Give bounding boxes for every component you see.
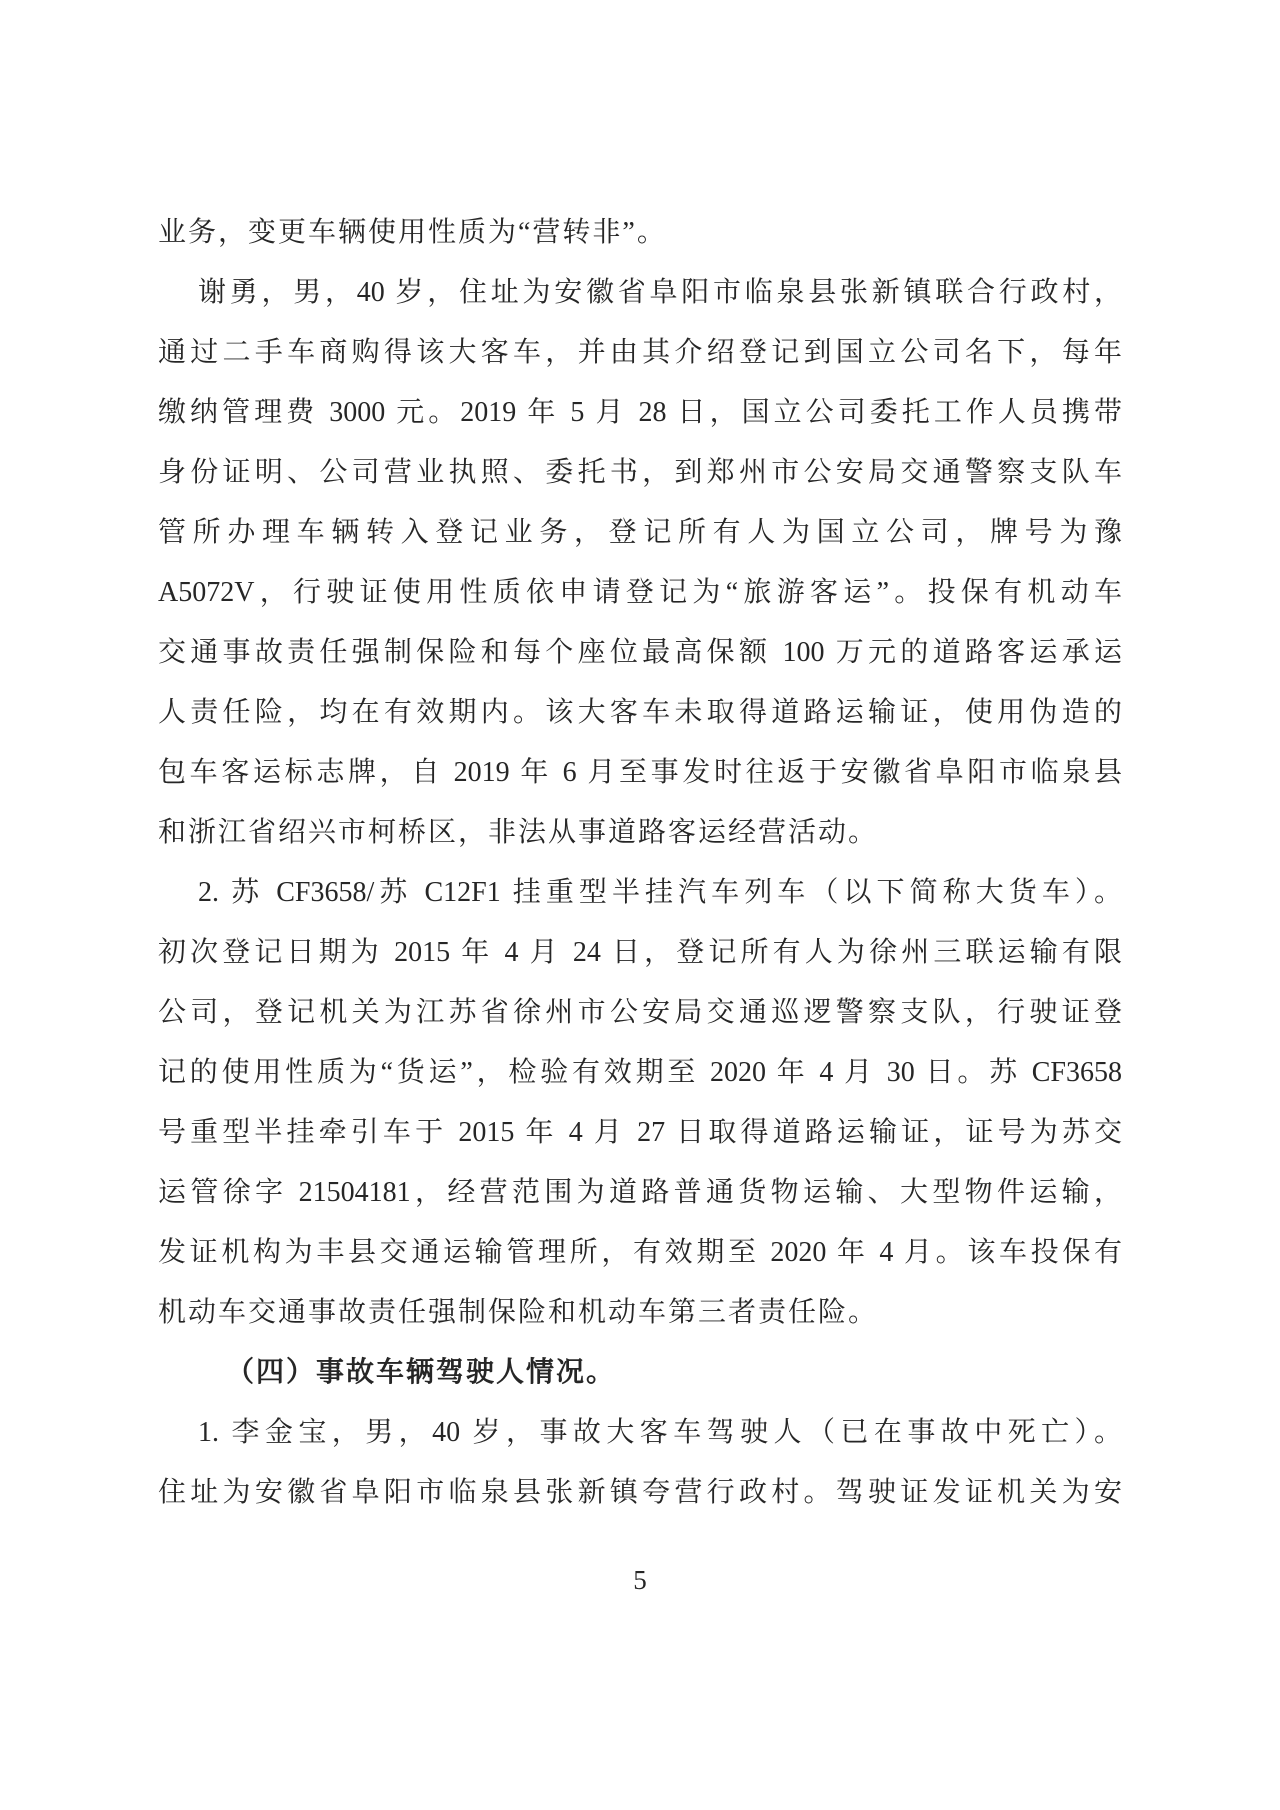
text-line: 谢勇，男，40 岁，住址为安徽省阜阳市临泉县张新镇联合行政村， xyxy=(198,277,1122,308)
page-number: 5 xyxy=(633,1565,647,1595)
text-line: 1. 李金宝，男，40 岁，事故大客车驾驶人（已在事故中死亡）。 xyxy=(198,1417,1122,1448)
text-line: 管所办理车辆转入登记业务，登记所有人为国立公司，牌号为豫 xyxy=(158,517,1122,548)
text-line: 记的使用性质为“货运”，检验有效期至 2020 年 4 月 30 日。苏 CF3658 xyxy=(158,1057,1122,1088)
text-line: 人责任险，均在有效期内。该大客车未取得道路运输证，使用伪造的 xyxy=(158,697,1122,728)
text-line: 通过二手车商购得该大客车，并由其介绍登记到国立公司名下，每年 xyxy=(158,337,1122,368)
text-line: 住址为安徽省阜阳市临泉县张新镇夸营行政村。驾驶证发证机关为安 xyxy=(158,1477,1122,1508)
section-heading: （四）事故车辆驾驶人情况。 xyxy=(226,1357,617,1388)
text-line: 发证机构为丰县交通运输管理所，有效期至 2020 年 4 月。该车投保有 xyxy=(158,1237,1122,1268)
text-line: 2. 苏 CF3658/苏 C12F1 挂重型半挂汽车列车（以下简称大货车）。 xyxy=(198,877,1122,908)
text-line: 机动车交通事故责任强制保险和机动车第三者责任险。 xyxy=(158,1297,879,1328)
text-line: 业务，变更车辆使用性质为“营转非”。 xyxy=(158,217,667,248)
document-body xyxy=(158,203,1122,1523)
text-line: 身份证明、公司营业执照、委托书，到郑州市公安局交通警察支队车 xyxy=(158,457,1122,488)
text-line: A5072V，行驶证使用性质依申请登记为“旅游客运”。投保有机动车 xyxy=(158,577,1122,608)
text-line: 包车客运标志牌，自 2019 年 6 月至事发时往返于安徽省阜阳市临泉县 xyxy=(158,757,1122,788)
text-line: 缴纳管理费 3000 元。2019 年 5 月 28 日，国立公司委托工作人员携带 xyxy=(158,397,1122,428)
text-line: 和浙江省绍兴市柯桥区，非法从事道路客运经营活动。 xyxy=(158,817,879,848)
text-line: 运管徐字 21504181，经营范围为道路普通货物运输、大型物件运输， xyxy=(158,1177,1122,1208)
text-line: 初次登记日期为 2015 年 4 月 24 日，登记所有人为徐州三联运输有限 xyxy=(158,937,1122,968)
text-line: 公司，登记机关为江苏省徐州市公安局交通巡逻警察支队，行驶证登 xyxy=(158,997,1122,1028)
text-line: 号重型半挂牵引车于 2015 年 4 月 27 日取得道路运输证，证号为苏交 xyxy=(158,1117,1122,1148)
text-line: 交通事故责任强制保险和每个座位最高保额 100 万元的道路客运承运 xyxy=(158,637,1122,668)
